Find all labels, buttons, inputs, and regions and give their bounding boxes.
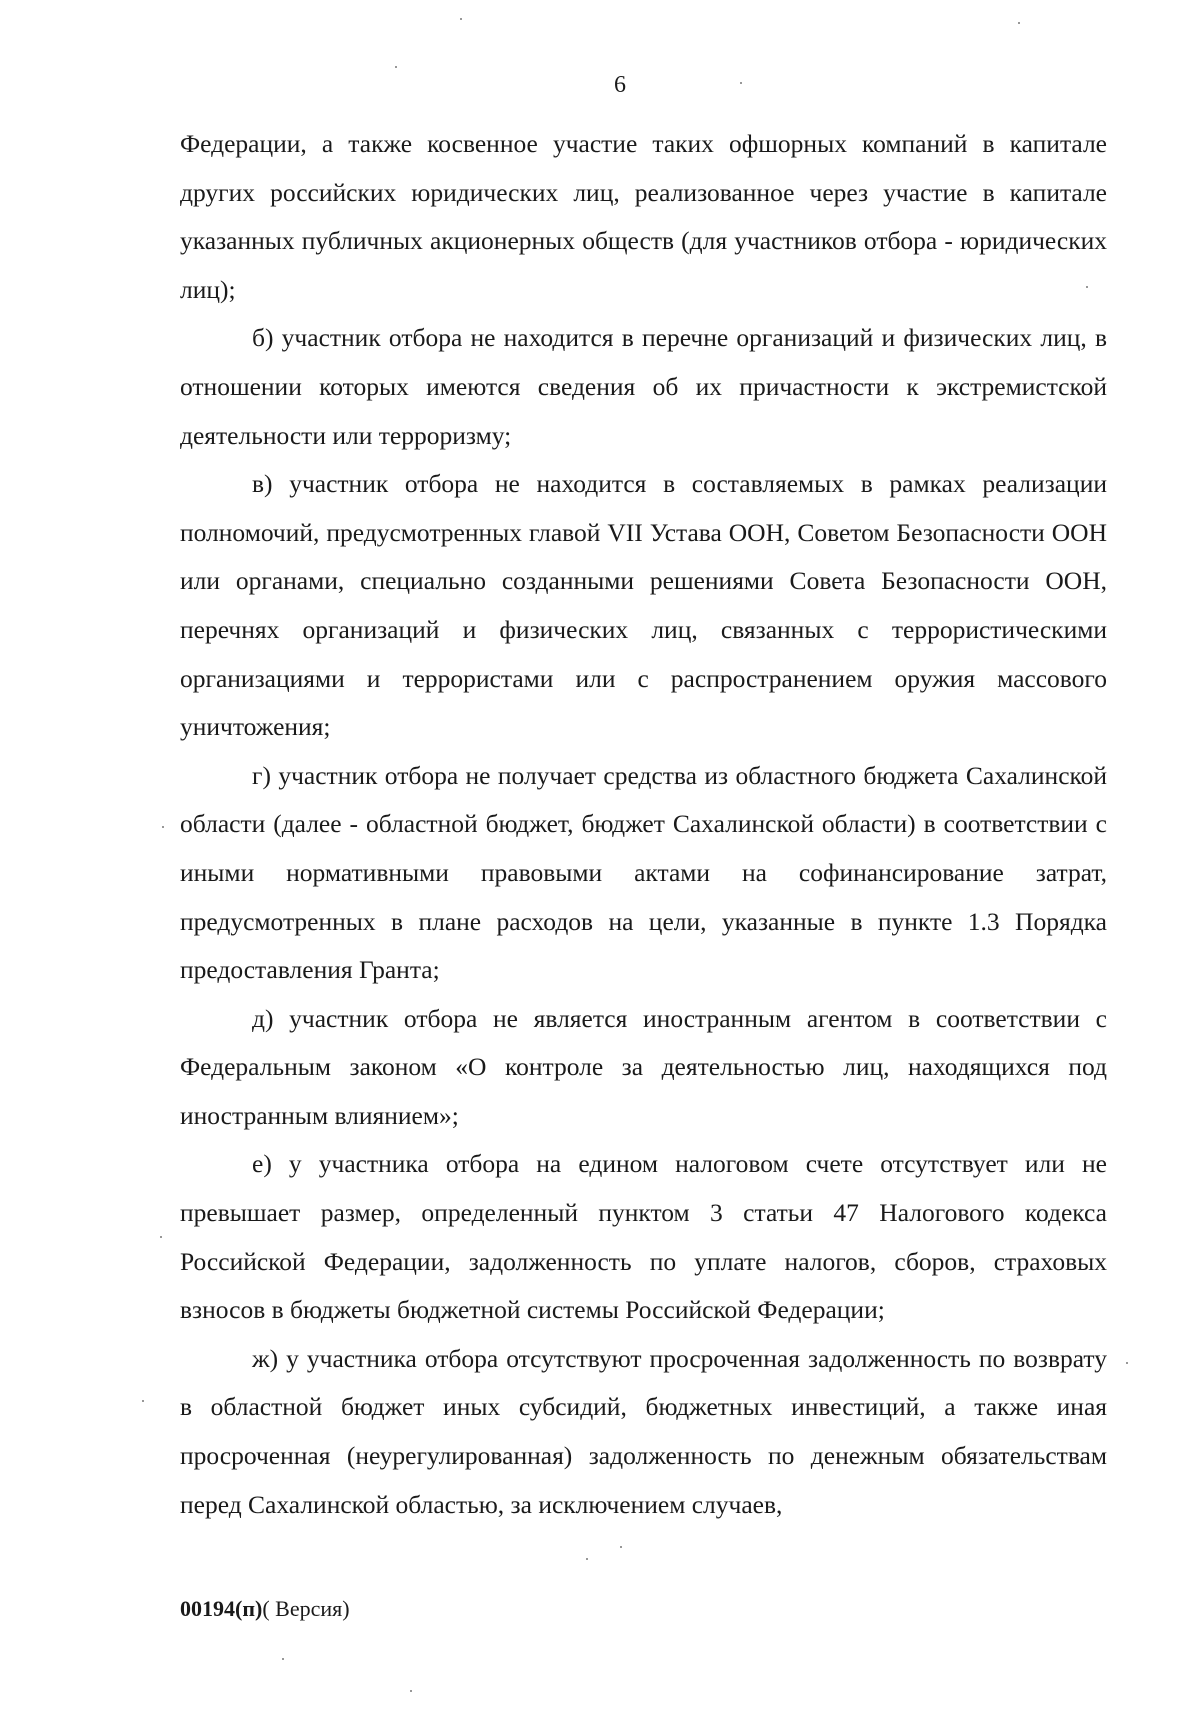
paragraph-continuation: Федерации, а также косвенное участие таких офшорных компаний в капитале других российских юридических лиц, реализованное через участие в капитале указанных публичных акционерных обществ (для участников отбора - юридических лиц); xyxy=(180,129,1107,304)
scan-speck xyxy=(586,1558,588,1560)
scan-speck xyxy=(1086,286,1088,288)
paragraph-item-g: г) участник отбора не получает средства из областного бюджета Сахалинской области (далее - областной бюджет, бюджет Сахалинской области) в соответствии с иными нормативными правовыми актами на софинансирование затрат, предусмотренных в плане расходов на цели, указанные в пункте 1.3 Порядка предоставления Гранта; xyxy=(180,760,1107,985)
page-number: 6 xyxy=(614,72,626,98)
paragraph-item-v: в) участник отбора не находится в составляемых в рамках реализации полномочий, предусмотренных главой VII Устава ООН, Советом Безопасности ООН или органами, специально созданными решениями Совета Безопасности ООН, перечнях организаций и физических лиц, связанных с террористическими организациями и террористами или с распространением оружия массового уничтожения; xyxy=(180,469,1107,742)
scan-speck xyxy=(620,1546,622,1548)
scan-speck xyxy=(410,1690,412,1692)
paragraph-item-b: б) участник отбора не находится в перечне организаций и физических лиц, в отношении которых имеются сведения об их причастности к экстремистской деятельности или терроризму; xyxy=(180,323,1107,450)
scan-speck xyxy=(1018,22,1020,24)
scan-speck xyxy=(1126,1362,1128,1364)
paragraph-item-e: е) у участника отбора на едином налоговом счете отсутствует или не превышает размер, определенный пунктом 3 статьи 47 Налогового кодекса Российской Федерации, задолженность по уплате налогов, сборов, страховых взносов в бюджеты бюджетной системы Российской Федерации; xyxy=(180,1149,1107,1325)
scan-speck xyxy=(162,826,164,828)
scan-speck xyxy=(740,82,742,84)
scan-speck xyxy=(142,1400,144,1402)
scan-speck xyxy=(160,1236,162,1238)
scan-speck xyxy=(460,18,462,20)
scan-speck xyxy=(282,1658,284,1660)
paragraph-item-d: д) участник отбора не является иностранным агентом в соответствии с Федеральным законом «О контроле за деятельностью лиц, находящихся под иностранным влиянием»; xyxy=(180,1003,1107,1130)
scan-speck xyxy=(395,66,397,68)
body-text xyxy=(180,120,1107,1529)
paragraph-item-zh: ж) у участника отбора отсутствуют просроченная задолженность по возврату в областной бюджет иных субсидий, бюджетных инвестиций, а также иная просроченная (неурегулированная) задолженность по денежным обязательствам перед Сахалинской областью, за исключением случаев, xyxy=(180,1343,1107,1519)
footer xyxy=(180,1596,350,1622)
footer-document-code: 00194(п) xyxy=(180,1596,263,1621)
footer-version: ( Версия) xyxy=(262,1596,350,1621)
